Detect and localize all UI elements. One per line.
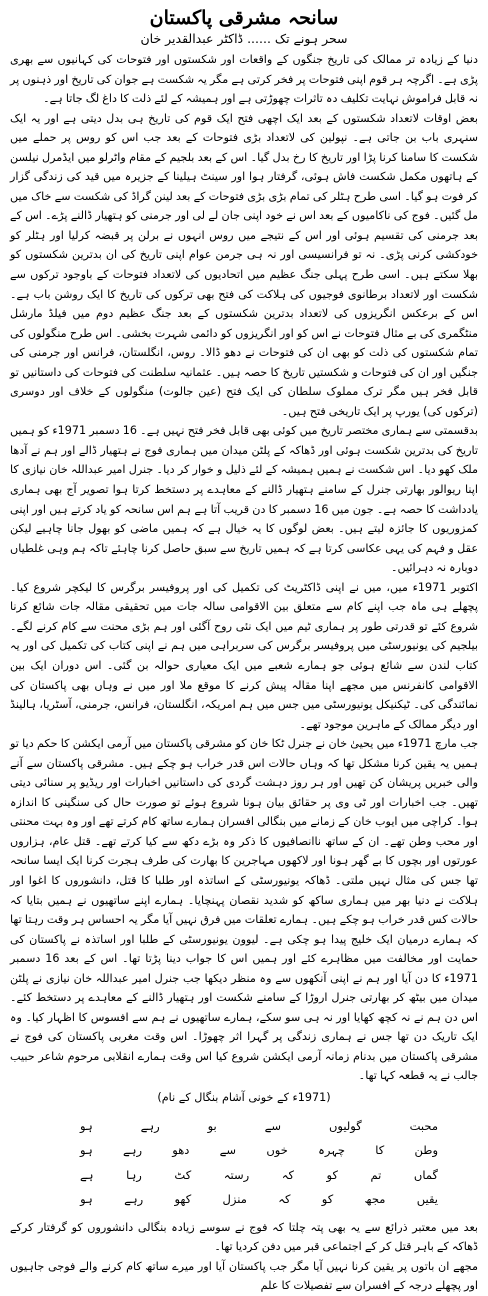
poem-word: کو xyxy=(321,1192,334,1207)
poem-word: سے xyxy=(219,1143,237,1158)
poem-word: مجھ xyxy=(364,1192,386,1207)
poem-word: منزل xyxy=(222,1192,247,1207)
poem-word: محبت xyxy=(409,1118,438,1133)
article-byline: سحر ہونے تک ...... ڈاکٹر عبدالقدیر خان xyxy=(140,31,348,46)
poem-word: ہے xyxy=(80,1167,94,1182)
poem-word: خوں xyxy=(266,1143,288,1158)
article-title: سانحہ مشرقی پاکستان xyxy=(149,7,339,29)
article-closing xyxy=(10,1218,478,1296)
paragraph: دنیا کے زیادہ تر ممالک کی تاریخ جنگوں کے واقعات اور شکستوں اور فتوحات کی کہانیوں سے بھری پڑی ہے۔ اگرچہ ہر قوم اپنی فتوحات پر فخر کرتی ہے مگر یہ شکست ہے جوان کی تاریخ اور ذہنوں پر نہ قابل فراموش نہایت تکلیف دہ تاثرات چھوڑتی ہے اور ہمیشہ کے لئے ذلت کا داغ لگ جاتا ہے۔ xyxy=(10,53,478,106)
poem-word: سے xyxy=(264,1118,282,1133)
poem-stanza xyxy=(80,1114,438,1212)
poem-word: یقیں xyxy=(416,1192,438,1207)
paragraph: بعد میں معتبر ذرائع سے یہ بھی پتہ چلتا کہ فوج نے سوسے زیادہ بنگالی دانشوروں کو گرفتار کرکے ڈھاکہ کے باہر قتل کر کے اجتماعی قبر میں دفن کردیا تھا۔ xyxy=(10,1220,478,1254)
poem-word: ہو xyxy=(80,1118,93,1133)
poem-word: کہ xyxy=(278,1192,291,1207)
poem-word: بو xyxy=(207,1118,217,1133)
poem-dedication: (1971ء کے خونی آشام بنگال کے نام) xyxy=(157,1090,331,1104)
article-body xyxy=(10,50,478,1086)
poem-word: کھو xyxy=(174,1192,192,1207)
poem-line xyxy=(80,1114,438,1138)
poem-word: رہے xyxy=(140,1118,160,1133)
poem-line xyxy=(80,1163,438,1187)
poem-word: کٹ xyxy=(174,1167,192,1182)
poem-word: ہو xyxy=(80,1143,93,1158)
paragraph: مجھے ان باتوں پر یقین کرنا نہیں آیا مگر جب پاکستان آیا اور میرے ساتھ کام کرنے والے فوجی جاہیوں اور پچھلے درجہ کے افسران سے تفصیلات کا علم xyxy=(10,1259,478,1293)
paragraph: اکتوبر 1971ء میں، میں نے اپنی ڈاکٹریٹ کی تکمیل کی اور پروفیسر برگرس کا لیکچر شروع کیا۔ پچھلے ہی ماہ جب اپنے کام سے متعلق بین الاقوامی سالہ جات میں تحقیقی مقالہ جات شائع کرنا شروع کئے تو قدرتی طور پر ہماری ٹیم میں ایک نئی روح آگئی اور ہم بڑی محنت سے کام کرنے لگے۔ بیلجیم کی یونیورسٹی میں پروفیسر برگرس کی سربراہی میں ہم نے اپنی کتاب کی تکمیل کی اور یہ کتاب لندن سے شائع ہوئی جو ہمارے شعبے میں ایک معیاری حوالہ بن گئی۔ اس دوران ایک بین الاقوامی کانفرنس میں مجھے اپنا مقالہ پیش کرنے کا موقع ملا اور میں نے وہاں بھی پاکستان کی نمائندگی کی۔ ٹیکنیکل یونیورسٹی میں جس میں ہم امریکہ، انگلستان، فرانس، جرمنی، آسٹریا، ہالینڈ اور دیگر ممالک کے ماہرین موجود تھے۔ xyxy=(10,580,478,731)
poem-line xyxy=(80,1138,438,1162)
poem-word: کہ xyxy=(281,1167,294,1182)
poem-line xyxy=(80,1187,438,1211)
poem-word: ہو xyxy=(80,1192,93,1207)
paragraph: بعض اوقات لاتعداد شکستوں کے بعد ایک اچھی فتح ایک قوم کی تاریخ ہی بدل دیتی ہے اور یہ ایک سنہری باب بن جاتی ہے۔ نپولین کی لاتعداد بڑی فتوحات کے بعد جب اس کو روس پر حملے میں شکست کا سامنا کرنا پڑا اور تاریخ کا رخ بدل گیا۔ اس کے بعد بلجیم کے مقام واٹرلو میں ایڈمرل نیلسن کے ہاتھوں مکمل شکست فاش ہوئی، گرفتار ہوا اور سینٹ ہیلینا کے جزیرہ میں قید کی زندگی گزار کر فوت ہو گیا۔ اسی طرح ہٹلر کی تمام بڑی بڑی فتوحات کے بعد لینن گراڈ کی شکست سے خاک میں مل گئیں۔ فوج کی ناکامیوں کے بعد اس نے خود اپنی جان لے لی اور جرمنی کو ہتھیار ڈالنے پڑے۔ اس کے بعد جرمنی کی تقسیم ہوئی اور اس کے نتیجے میں روس انہوں نے برلن پر قبضہ کرلیا اور ہٹلر کو خودکشی کرنی پڑی۔ نہ تو فرانسیسی اور نہ ہی جرمن عوام اپنی تاریخ کی ان بدترین شکستوں کو بھلا سکتے ہیں۔ اسی طرح پہلی جنگ عظیم میں اتحادیوں کی لاتعداد فتوحات کے باوجود ترکوں سے شکست اور لاتعداد برطانوی فوجیوں کی ہلاکت کی فتح بھی ترکوں کی تاریخ کا ایک روشن باب ہے۔ اس کے برعکس انگریزوں کی لاتعداد بدترین شکستوں کے بعد جنگ عظیم دوم میں فیلڈ مارشل منٹگمری کی بے مثال فتوحات نے اس کو اور انگریزوں کو دائمی شہرت بخشی۔ اس طرح منگولوں کی تمام شکستوں کی ذلت کو بھی ان کی فتوحات نے دھو ڈالا۔ روس، انگلستان، فرانس اور جرمنی کی جنگیں اور ان کی فتوحات و شکستیں تاریخ کا حصہ ہیں۔ عثمانیہ سلطنت کی فتوحات کی داستانیں تو قابل فخر ہیں مگر ترک مملوک سلطان کی ایک فتح (عین جالوت) منگولوں کے خلاف اور دوسری (ترکوں کی) یورپ پر ایک تاریخی فتح ہیں۔ xyxy=(10,111,478,418)
poem-word: گولیوں xyxy=(328,1118,362,1133)
poem-word: تم xyxy=(370,1167,382,1182)
poem-word: رہے xyxy=(124,1192,144,1207)
poem-word: کو xyxy=(326,1167,338,1182)
poem-word: کا xyxy=(375,1143,385,1158)
poem-word: دھو xyxy=(172,1143,190,1158)
poem-word: وطن xyxy=(414,1143,438,1158)
poem-word: رہے xyxy=(122,1143,142,1158)
poem-word: گماں xyxy=(413,1167,438,1182)
poem-word: چہرہ xyxy=(318,1143,346,1158)
paragraph: بدقسمتی سے ہماری مختصر تاریخ میں کوئی بھی قابل فخر فتح نہیں ہے۔ 16 دسمبر 1971ء کو ہمیں تاریخ کی بدترین شکست ہوئی اور ڈھاکہ کے پلٹن میدان میں ہماری فوج نے ہتھیار ڈالے اور ہم نے آدھا ملک کھو دیا۔ اس شکست نے ہمیں ہمیشہ کے لئے ذلیل و خوار کر دیا۔ جنرل امیر عبداللہ خان نیازی کا اپنا ریوالور بھارتی جنرل کے سامنے ہتھیار ڈالنے کے معاہدے پر دستخط کرتا ہوا تصویر آج بھی ہماری یادداشت کا حصہ ہے۔ جون میں 16 دسمبر کا دن قریب آتا ہے ہم اس سانحہ کو یاد کرتے ہیں اور اپنی کمزوریوں کا جائزہ لیتے ہیں۔ بعض لوگوں کا یہ خیال ہے کہ ہمیں ماضی کو بھول جانا چاہیے لیکن عقل و فہم کی یہی عکاسی کرتا ہے کہ ہمیں تاریخ سے سبق حاصل کرنا چاہئے تاکہ ہم وہی غلطیاں دوبارہ نہ دہرائیں۔ xyxy=(10,424,478,575)
poem-word: رہا xyxy=(126,1167,142,1182)
paragraph: جب مارچ 1971ء میں یحییٰ خان نے جنرل ٹکا خان کو مشرقی پاکستان میں آرمی ایکشن کا حکم دیا تو ہمیں یہ یقین کرنا مشکل تھا کہ وہاں حالات اس قدر خراب ہو چکے ہیں۔ مشرقی پاکستان سے آنے والی خبریں پریشان کن تھیں اور ہر روز دہشت گردی کی داستانیں اخبارات اور ریڈیو پر سنائی دیتی تھیں۔ جب اخبارات اور ٹی وی پر حقائق بیان ہونا شروع ہوئے تو صورت حال کی سنگینی کا اندازہ ہوا۔ کراچی میں ایوب خان کے زمانے میں بنگالی افسران ہمارے ساتھ کام کرتے تھے اور وہ بہت محنتی اور محب وطن تھے۔ ان کے ساتھ ناانصافیوں کا ذکر وہ بڑے دکھ سے کیا کرتے تھے۔ قتل عام، ہزاروں عورتوں اور بچوں کا بے گھر ہونا اور لاکھوں مہاجرین کا بھارت کی طرف ہجرت کرنا ایک ایسا سانحہ تھا جس کی مثال نہیں ملتی۔ ڈھاکہ یونیورسٹی کے اساتذہ اور طلبا کا قتل، دانشوروں کا اغوا اور ہلاکت نے دنیا بھر میں ہماری ساکھ کو شدید نقصان پہنچایا۔ ہمارے اپنے ساتھیوں نے ہمیں بتایا کہ حالات کس قدر خراب ہو چکے ہیں۔ ہمارے تعلقات میں فرق نہیں آیا مگر یہ احساس ہر وقت رہتا تھا کہ ہمارے درمیان ایک خلیج پیدا ہو چکی ہے۔ لیوون یونیورسٹی کے طلبا اور اساتذہ نے پاکستان کی حمایت اور مخالفت میں مظاہرے کئے اور ہمیں اس کا جواب دینا پڑتا تھا۔ اس کے بعد 16 دسمبر 1971ء کا دن آیا اور ہم نے اپنی آنکھوں سے وہ منظر دیکھا جب جنرل امیر عبداللہ خان نیازی نے پلٹن میدان میں بیٹھ کر بھارتی جنرل اروڑا کے سامنے شکست اور ہتھیار ڈالنے کے معاہدے پر دستخط کئے۔ اس دن ہم نے نہ کچھ کھایا اور نہ ہی سو سکے، ہمارے ساتھیوں نے ہم سے افسوس کا اظہار کیا۔ وہ ایک تاریک دن تھا جس نے ہماری زندگی پر گہرا اثر چھوڑا۔ اس وقت مغربی پاکستان کی فوج نے مشرقی پاکستان میں بدنام زمانہ آرمی ایکشن شروع کیا اس وقت ہمارے انقلابی مرحوم شاعر حبیب جالب نے یہ قطعہ کہا تھا۔ xyxy=(10,737,479,1083)
poem-word: رستہ xyxy=(223,1167,250,1182)
